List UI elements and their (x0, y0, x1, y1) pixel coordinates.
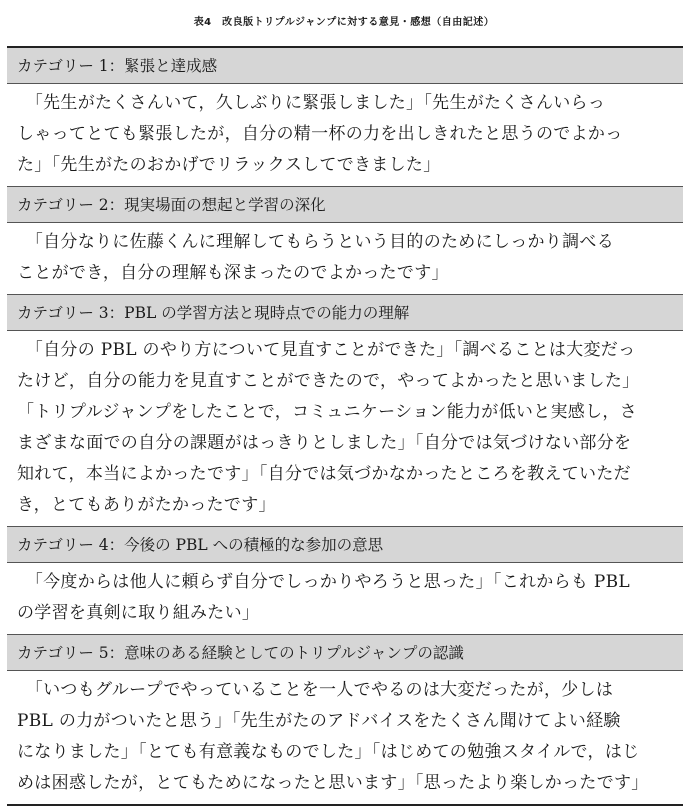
category-4 (7, 527, 683, 635)
category-comments (7, 84, 683, 187)
comment-line: PBL の力がついたと思う」「先生がたのアドバイスをたくさん聞けてよい経験 (17, 711, 621, 731)
category-2 (7, 187, 683, 295)
category-comments (7, 671, 683, 804)
category-comments (7, 331, 683, 527)
table-title: 表4 改良版トリプルジャンプに対する意見・感想（自由記述） (193, 17, 495, 28)
comment-line: の学習を真剣に取り組みたい」 (17, 603, 260, 623)
category-header: カテゴリー 5：意味のある経験としてのトリプルジャンプの認識 (7, 635, 683, 671)
opinions-table (7, 46, 683, 806)
comment-line: 知れて，本当によかったです」「自分では気づかなかったところを教えていただ (17, 464, 631, 484)
comment-line: 「自分なりに佐藤くんに理解してもらうという目的のためにしっかり調べる (17, 232, 614, 252)
comment-line: 「今度からは他人に頼らず自分でしっかりやろうと思った」「これからも PBL (17, 572, 631, 592)
category-1 (7, 48, 683, 187)
comment-line: 「先生がたくさんいて，久しぶりに緊張しました」「先生がたくさんいらっ (17, 93, 606, 113)
category-header: カテゴリー 3：PBL の学習方法と現時点での能力の理解 (7, 295, 683, 331)
comment-line: たけど，自分の能力を見直すことができたので，やってよかったと思いました」 (17, 371, 640, 391)
comment-line: き，とてもありがたかったです」 (17, 495, 276, 515)
category-3 (7, 295, 683, 527)
comment-line: になりました」「とても有意義なものでした」「はじめての勉強スタイルで，はじ (17, 742, 640, 762)
comment-line: 「トリプルジャンプをしたことで，コミュニケーション能力が低いと実感し，さ (17, 402, 637, 422)
category-comments (7, 563, 683, 635)
category-header: カテゴリー 2：現実場面の想起と学習の深化 (7, 187, 683, 223)
comment-line: まざまな面での自分の課題がはっきりとしました」「自分では気づけない部分を (17, 433, 632, 453)
category-header: カテゴリー 1：緊張と達成感 (7, 48, 683, 84)
comment-line: ことができ，自分の理解も深まったのでよかったです」 (17, 263, 449, 283)
comment-line: めは困惑したが，とてもためになったと思います」「思ったより楽しかったです」 (17, 773, 649, 793)
category-header: カテゴリー 4：今後の PBL への積極的な参加の意思 (7, 527, 683, 563)
comment-line: た」「先生がたのおかげでリラックスしてできました」 (17, 155, 441, 175)
comment-line: 「いつもグループでやっていることを一人でやるのは大変だったが，少しは (17, 680, 614, 700)
comment-line: しゃってとても緊張したが，自分の精一杯の力を出しきれたと思うのでよかっ (17, 124, 623, 144)
comment-line: 「自分の PBL のやり方について見直すことができた」「調べることは大変だっ (17, 340, 636, 360)
category-comments (7, 223, 683, 295)
category-5 (7, 635, 683, 804)
